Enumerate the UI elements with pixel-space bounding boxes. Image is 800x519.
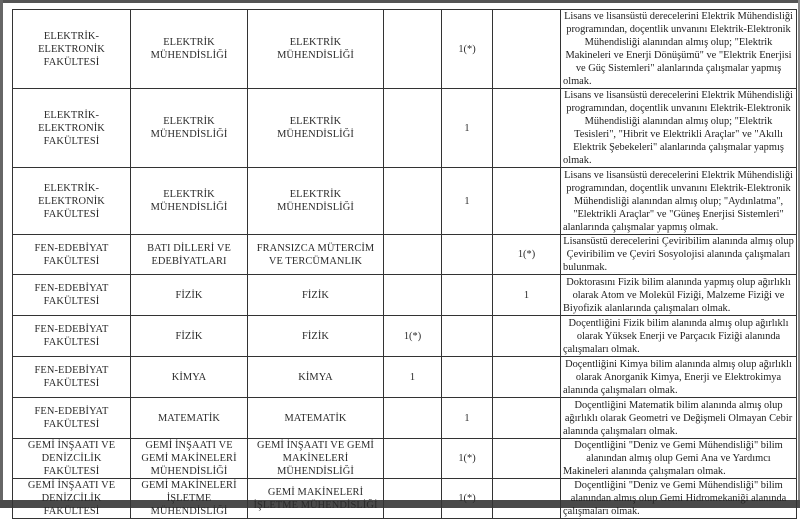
requirement-cell: Doçentliğini "Deniz ve Gemi Mühendisliği" bilim alanından almış olup Gemi Ana ve Yardımcı Makineleri alanında çalışmaları olmak.: [561, 439, 797, 479]
table-row: [13, 316, 797, 357]
faculty-cell: ELEKTRİK-ELEKTRONİK FAKÜLTESİ: [13, 89, 131, 168]
program-cell: FRANSIZCA MÜTERCİM VE TERCÜMANLIK: [248, 235, 384, 275]
faculty-cell: GEMİ İNŞAATI VE DENİZCİLİK FAKÜLTESİ: [13, 439, 131, 479]
faculty-cell: GEMİ İNŞAATI VE DENİZCİLİK FAKÜLTESİ: [13, 479, 131, 519]
count-cell-col6: [493, 439, 561, 479]
requirement-cell: Lisans ve lisansüstü derecelerini Elektrik Mühendisliği programından, doçentlik unvanını Elektrik-Elektronik Mühendisliği alanından almış olup; "Elektrik Makineleri ve Enerji Dönüşümü" ve "Elektrik Enerjisi ve Güç Sistemleri" alanlarında çalışmalar yapmış olmak.: [561, 10, 797, 89]
count-cell-col4: [384, 479, 442, 519]
program-cell: GEMİ İNŞAATI VE GEMİ MAKİNELERİ MÜHENDİSLİĞİ: [248, 439, 384, 479]
department-cell: KİMYA: [131, 357, 248, 398]
count-cell-col5: 1(*): [442, 439, 493, 479]
requirement-cell: Doçentliğini Kimya bilim alanında almış olup ağırlıklı olarak Anorganik Kimya, Enerji ve Elektrokimya alanında çalışmaları olmak.: [561, 357, 797, 398]
count-cell-col6: [493, 398, 561, 439]
program-cell: ELEKTRİK MÜHENDİSLİĞİ: [248, 89, 384, 168]
count-cell-col6: [493, 10, 561, 89]
department-cell: ELEKTRİK MÜHENDİSLİĞİ: [131, 89, 248, 168]
count-cell-col6: 1(*): [493, 235, 561, 275]
table-row: [13, 275, 797, 316]
count-cell-col6: [493, 89, 561, 168]
program-cell: GEMİ MAKİNELERİ İŞLETME MÜHENDİSLİĞİ: [248, 479, 384, 519]
requirement-cell: Lisans ve lisansüstü derecelerini Elektrik Mühendisliği programından, doçentlik unvanını Elektrik-Elektronik Mühendisliği alanından almış olup; "Elektrik Tesisleri", "Hibrit ve Elektrikli Araçlar" ve "Akıllı Elektrik Şebekeleri" alanlarında çalışmalar yapmış olmak.: [561, 89, 797, 168]
department-cell: MATEMATİK: [131, 398, 248, 439]
department-cell: ELEKTRİK MÜHENDİSLİĞİ: [131, 168, 248, 235]
department-cell: GEMİ İNŞAATI VE GEMİ MAKİNELERİ MÜHENDİSLİĞİ: [131, 439, 248, 479]
requirement-cell: Lisans ve lisansüstü derecelerini Elektrik Mühendisliği programından, doçentlik unvanını Elektrik-Elektronik Mühendisliği alanından almış olup; "Aydınlatma", "Elektrikli Araçlar" ve "Güneş Enerjisi Sistemleri" alanlarında çalışmalar yapmış olmak.: [561, 168, 797, 235]
faculty-cell: FEN-EDEBİYAT FAKÜLTESİ: [13, 316, 131, 357]
count-cell-col5: [442, 357, 493, 398]
program-cell: ELEKTRİK MÜHENDİSLİĞİ: [248, 10, 384, 89]
table-row: [13, 439, 797, 479]
count-cell-col5: [442, 275, 493, 316]
count-cell-col5: [442, 316, 493, 357]
document-frame-top: [0, 0, 800, 3]
count-cell-col4: [384, 89, 442, 168]
count-cell-col4: 1(*): [384, 316, 442, 357]
faculty-positions-table: [12, 9, 797, 519]
count-cell-col5: 1: [442, 89, 493, 168]
requirement-cell: Doçentliğini "Deniz ve Gemi Mühendisliği" bilim alanından almış olup Gemi Hidromekaniği alanında çalışmaları olmak.: [561, 479, 797, 519]
count-cell-col4: [384, 439, 442, 479]
table-row: [13, 168, 797, 235]
faculty-cell: ELEKTRİK-ELEKTRONİK FAKÜLTESİ: [13, 10, 131, 89]
count-cell-col4: [384, 168, 442, 235]
program-cell: FİZİK: [248, 316, 384, 357]
program-cell: MATEMATİK: [248, 398, 384, 439]
requirement-cell: Doçentliğini Fizik bilim alanında almış olup ağırlıklı olarak Yüksek Enerji ve Parçacık Fiziği alanında çalışmaları olmak.: [561, 316, 797, 357]
count-cell-col4: [384, 10, 442, 89]
department-cell: FİZİK: [131, 316, 248, 357]
count-cell-col5: 1(*): [442, 10, 493, 89]
table-row: [13, 10, 797, 89]
department-cell: BATI DİLLERİ VE EDEBİYATLARI: [131, 235, 248, 275]
count-cell-col6: [493, 168, 561, 235]
faculty-cell: FEN-EDEBİYAT FAKÜLTESİ: [13, 275, 131, 316]
table-row: [13, 89, 797, 168]
count-cell-col6: [493, 316, 561, 357]
table-row: [13, 479, 797, 519]
program-cell: ELEKTRİK MÜHENDİSLİĞİ: [248, 168, 384, 235]
count-cell-col6: [493, 479, 561, 519]
program-cell: FİZİK: [248, 275, 384, 316]
count-cell-col5: [442, 235, 493, 275]
faculty-cell: FEN-EDEBİYAT FAKÜLTESİ: [13, 357, 131, 398]
requirement-cell: Lisansüstü derecelerini Çeviribilim alanında almış olup Çeviribilim ve Çeviri Sosyolojisi alanında çalışmaları bulunmak.: [561, 235, 797, 275]
count-cell-col4: [384, 275, 442, 316]
count-cell-col4: [384, 398, 442, 439]
program-cell: KİMYA: [248, 357, 384, 398]
count-cell-col5: 1: [442, 168, 493, 235]
requirement-cell: Doktorasını Fizik bilim alanında yapmış olup ağırlıklı olarak Atom ve Molekül Fiziği, Malzeme Fiziği ve Biyofizik alanlarında çalışmaları olmak.: [561, 275, 797, 316]
faculty-cell: FEN-EDEBİYAT FAKÜLTESİ: [13, 235, 131, 275]
faculty-cell: ELEKTRİK-ELEKTRONİK FAKÜLTESİ: [13, 168, 131, 235]
count-cell-col4: [384, 235, 442, 275]
table-row: [13, 357, 797, 398]
department-cell: ELEKTRİK MÜHENDİSLİĞİ: [131, 10, 248, 89]
requirement-cell: Doçentliğini Matematik bilim alanında almış olup ağırlıklı olarak Geometri ve Değişmeli Olmayan Cebir alanında çalışmaları olmak.: [561, 398, 797, 439]
table-row: [13, 398, 797, 439]
document-frame-left: [0, 0, 3, 500]
count-cell-col5: 1: [442, 398, 493, 439]
count-cell-col4: 1: [384, 357, 442, 398]
department-cell: GEMİ MAKİNELERİ İŞLETME MÜHENDİSLİĞİ: [131, 479, 248, 519]
count-cell-col5: 1(*): [442, 479, 493, 519]
table-row: [13, 235, 797, 275]
faculty-cell: FEN-EDEBİYAT FAKÜLTESİ: [13, 398, 131, 439]
count-cell-col6: 1: [493, 275, 561, 316]
count-cell-col6: [493, 357, 561, 398]
department-cell: FİZİK: [131, 275, 248, 316]
